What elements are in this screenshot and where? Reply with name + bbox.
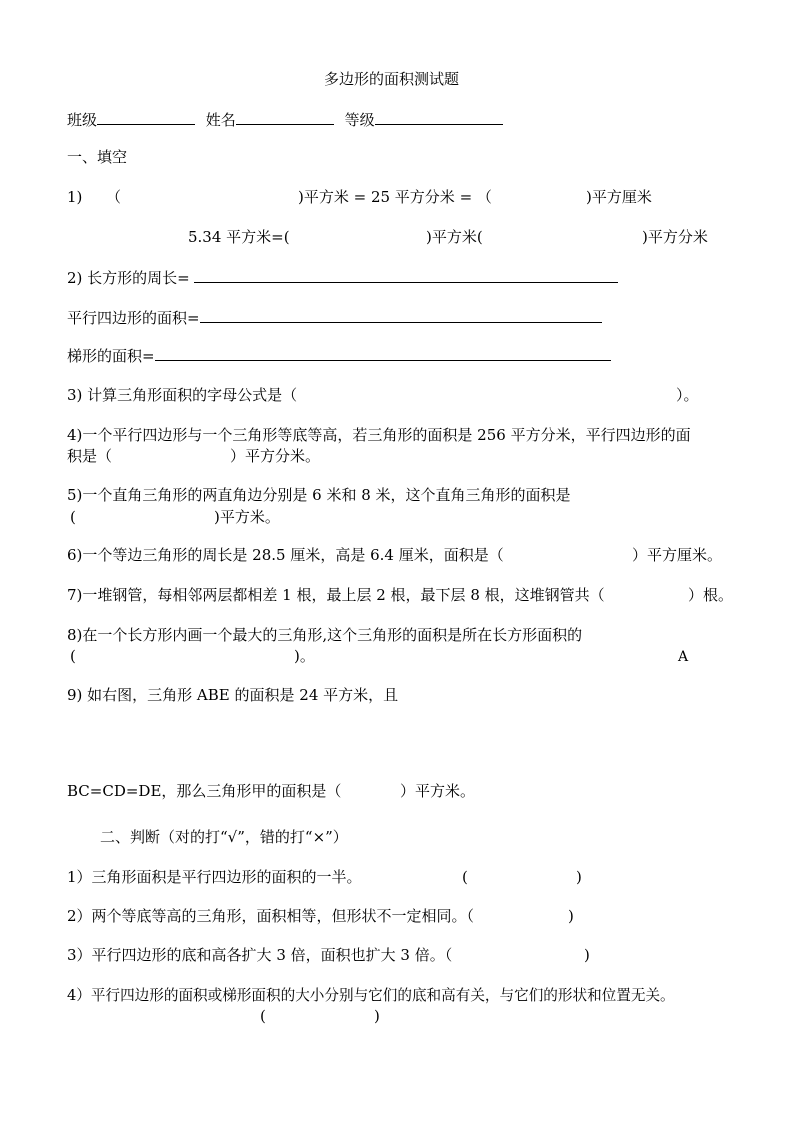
- q6-text: 6)一个等边三角形的周长是 28.5 厘米，高是 6.4 厘米，面积是（: [67, 546, 504, 564]
- judge-item-2-close: ): [568, 907, 574, 925]
- q5-line1: 5)一个直角三角形的两直角边分别是 6 米和 8 米，这个直角三角形的面积是: [67, 486, 571, 504]
- q1-line2-b: )平方米(: [426, 228, 483, 246]
- q8-line2-b: )。: [294, 647, 315, 665]
- judge-item-3-text: 3）平行四边形的底和高各扩大 3 倍，面积也扩大 3 倍。（: [67, 946, 453, 964]
- q5-line2-b: )平方米。: [214, 508, 280, 526]
- class-label: 班级: [67, 111, 98, 129]
- q7-close: ）根。: [688, 586, 734, 604]
- q1-line2-a: 5.34 平方米=(: [188, 228, 290, 246]
- q8-line1: 8)在一个长方形内画一个最大的三角形,这个三角形的面积是所在长方形面积的: [67, 626, 583, 644]
- q4-line2-a: 积是（: [67, 447, 113, 465]
- q1-open: （: [106, 188, 122, 206]
- q2-parallelogram-area: [67, 308, 602, 327]
- figure-label-a: A: [678, 649, 689, 665]
- q4-line2-b: ）平方分米。: [230, 447, 321, 465]
- q1-line2-c: )平方分米: [642, 228, 708, 246]
- q9-line2-a: BC=CD=DE，那么三角形甲的面积是（: [67, 782, 342, 800]
- section-heading-fill-in: 一、填空: [67, 148, 128, 166]
- judge-item-1-close: ): [576, 868, 582, 886]
- q9-line2-b: ）平方米。: [400, 782, 476, 800]
- grade-field[interactable]: [375, 110, 503, 125]
- q2-parallelogram-area-label: 平行四边形的面积=: [67, 309, 200, 327]
- q6-close: ）平方厘米。: [632, 546, 723, 564]
- q2-rect-perimeter: [67, 268, 618, 287]
- page-title: 多边形的面积测试题: [324, 70, 460, 88]
- q1-part-a: )平方米 = 25 平方分米 = （: [298, 188, 492, 206]
- judge-item-4-open: (: [260, 1007, 266, 1025]
- grade-label: 等级: [344, 111, 375, 129]
- q2-rect-perimeter-blank[interactable]: [194, 268, 618, 283]
- name-label: 姓名: [205, 111, 236, 129]
- q4-line1: 4)一个平行四边形与一个三角形等底等高，若三角形的面积是 256 平方分米，平行四边形的面: [67, 426, 691, 444]
- student-info-row: [67, 110, 503, 129]
- judge-item-4-text: 4）平行四边形的面积或梯形面积的大小分别与它们的底和高有关，与它们的形状和位置无关。: [67, 987, 675, 1004]
- class-field[interactable]: [97, 110, 195, 125]
- judge-item-1-open: (: [462, 868, 468, 886]
- q3-close: ）。: [676, 386, 699, 404]
- name-field[interactable]: [236, 110, 334, 125]
- q9-line1: 9) 如右图，三角形 ABE 的面积是 24 平方米，且: [67, 686, 399, 704]
- section-heading-true-false: 二、判断（对的打“√”，错的打“×”）: [100, 828, 348, 846]
- q2-parallelogram-area-blank[interactable]: [200, 308, 602, 323]
- q2-trapezoid-area: [67, 346, 611, 365]
- q7-text: 7)一堆钢管，每相邻两层都相差 1 根，最上层 2 根，最下层 8 根，这堆钢管共（: [67, 586, 605, 604]
- q1-num: 1): [67, 188, 83, 206]
- q2-trapezoid-area-label: 梯形的面积=: [67, 347, 155, 365]
- q2-trapezoid-area-blank[interactable]: [155, 346, 611, 361]
- q8-line2-a: (: [70, 647, 76, 665]
- judge-item-4-close: ): [374, 1007, 380, 1025]
- judge-item-1-text: 1）三角形面积是平行四边形的面积的一半。: [67, 868, 362, 886]
- judge-item-3-close: ): [584, 946, 590, 964]
- q3-text: 3) 计算三角形面积的字母公式是（: [67, 386, 298, 404]
- judge-item-2-text: 2）两个等底等高的三角形，面积相等，但形状不一定相同。（: [67, 907, 475, 925]
- q5-line2-a: (: [70, 508, 76, 526]
- q2-rect-perimeter-label: 2) 长方形的周长=: [67, 269, 190, 287]
- q1-part-b: )平方厘米: [586, 188, 652, 206]
